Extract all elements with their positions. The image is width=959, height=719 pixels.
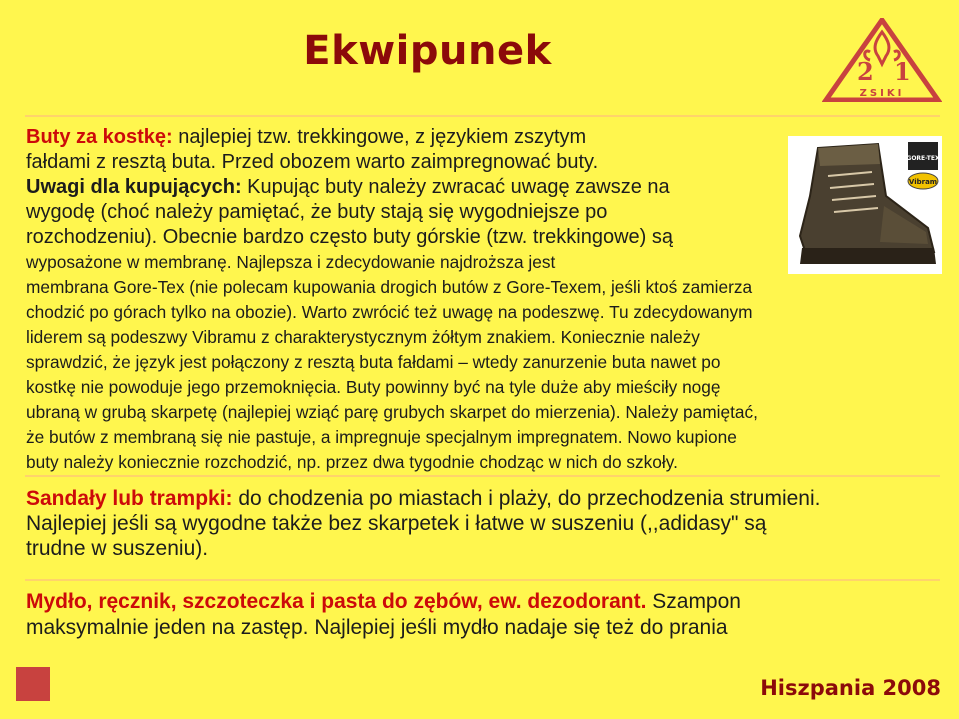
boots-line: że butów z membraną się nie pastuje, a impregnuje specjalnym impregnatem. Nowo kupione <box>26 427 737 447</box>
fleur-de-lis-icon <box>875 32 889 64</box>
slide-title: Ekwipunek <box>303 28 552 74</box>
section-boots <box>26 125 946 475</box>
boots-line: fałdami z resztą buta. Przed obozem warto zaimpregnować buty. <box>26 151 599 173</box>
boots-line: Kupując buty należy zwracać uwagę zawsze na <box>241 176 670 198</box>
buyers-tips-heading: Uwagi dla kupujących: <box>26 176 242 198</box>
slide-marker-square <box>16 667 50 701</box>
boots-line: chodzić po górach tylko na obozie). Warto zwrócić też uwagę na podeszwę. Tu zdecydowanym <box>26 302 753 322</box>
boots-line: liderem są podeszwy Vibramu z charakterystycznym żółtym znakiem. Koniecznie należy <box>26 327 700 347</box>
divider-bottom <box>25 579 940 581</box>
gore-tex-label: GORE-TEX <box>906 155 940 162</box>
troop-logo <box>822 18 942 102</box>
boots-line: ubraną w grubą skarpetę (najlepiej wziąć parę grubych skarpet do mierzenia). Należy pamiętać, <box>26 402 758 422</box>
sandals-heading: Sandały lub trampki: <box>26 487 233 510</box>
footer-text: Hiszpania 2008 <box>760 676 941 700</box>
boots-line: kostkę nie powoduje jego przemoknięcia. Buty powinny być na tyle duże aby mieściły nogę <box>26 377 721 397</box>
toiletries-line: Szampon <box>646 590 741 613</box>
section-sandals <box>26 486 951 561</box>
boots-line: wygodę (choć należy pamiętać, że buty stają się wygodniejsze po <box>26 201 608 223</box>
sandals-line: Najlepiej jeśli są wygodne także bez skarpetek i łatwe w suszeniu (,,adidasy" są <box>26 512 767 535</box>
logo-number-right: 1 <box>894 57 911 86</box>
logo-caption: ZSIKI <box>859 88 905 99</box>
sandals-line: trudne w suszeniu). <box>26 537 209 560</box>
divider-top <box>25 115 940 117</box>
vibram-label: Vibram <box>908 178 938 186</box>
toiletries-line: maksymalnie jeden na zastęp. Najlepiej jeśli mydło nadaje się też do prania <box>26 616 728 639</box>
boots-line: najlepiej tzw. trekkingowe, z językiem zszytym <box>172 126 587 148</box>
divider-middle <box>25 475 940 477</box>
boots-heading: Buty za kostkę: <box>26 126 173 148</box>
toiletries-heading: Mydło, ręcznik, szczoteczka i pasta do zębów, ew. dezodorant. <box>26 590 647 613</box>
boots-line: sprawdzić, że język jest połączony z resztą buta fałdami – wtedy zanurzenie buta nawet po <box>26 352 721 372</box>
logo-number-left: 2 <box>857 57 874 86</box>
boots-line: wyposażone w membranę. Najlepsza i zdecydowanie najdroższa jest <box>26 252 556 272</box>
sandals-line: do chodzenia po miastach i plaży, do przechodzenia strumieni. <box>232 487 821 510</box>
section-toiletries <box>26 589 951 641</box>
boots-line: membrana Gore-Tex (nie polecam kupowania drogich butów z Gore-Texem, jeśli ktoś zamierza <box>26 277 753 297</box>
boots-line: rozchodzeniu). Obecnie bardzo często buty górskie (tzw. trekkingowe) są <box>26 226 673 248</box>
boots-line: buty należy koniecznie rozchodzić, np. przez dwa tygodnie chodząc w nich do szkoły. <box>26 452 678 472</box>
